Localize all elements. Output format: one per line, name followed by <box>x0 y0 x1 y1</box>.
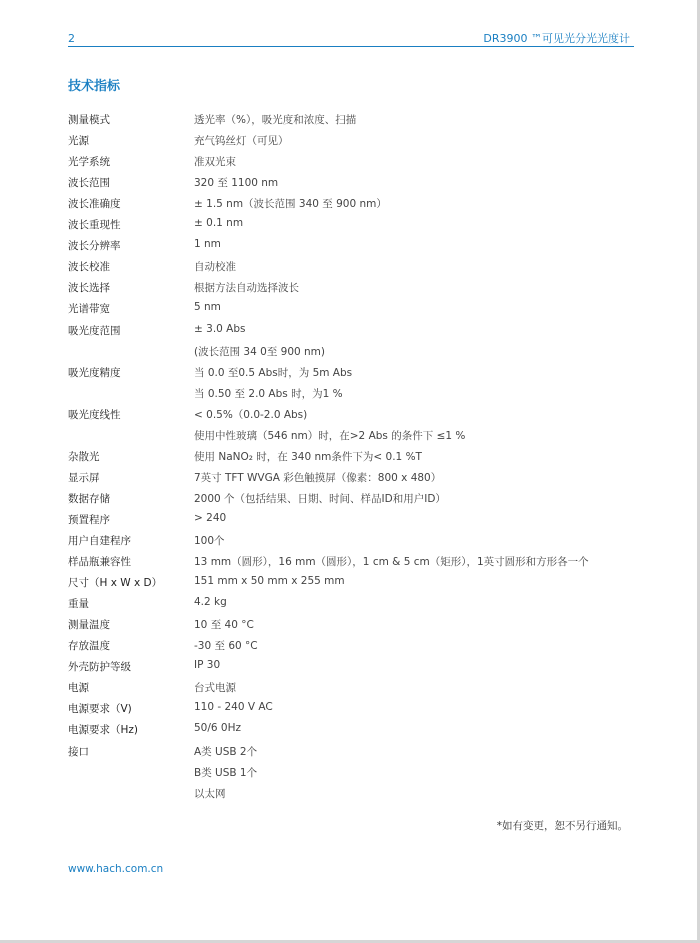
spec-label: 显示屏 <box>68 471 100 484</box>
spec-label: 接口 <box>68 745 89 758</box>
spec-label: 光谱带宽 <box>68 303 110 316</box>
spec-value: 50/6 0Hz <box>194 722 242 735</box>
spec-value: < 0.5%（0.0-2.0 Abs) <box>194 408 308 421</box>
spec-value: 4.2 kg <box>194 596 227 609</box>
spec-label: 重量 <box>68 598 89 611</box>
spec-label: 电源要求（Hz) <box>68 724 139 737</box>
spec-value: 充气钨丝灯（可见） <box>194 135 289 148</box>
spec-value: 当 0.50 至 2.0 Abs 时，为1 % <box>194 387 343 400</box>
spec-label: 用户自建程序 <box>68 535 131 547</box>
spec-label: 波长范围 <box>68 177 110 190</box>
spec-label: 波长校准 <box>68 261 110 274</box>
spec-value: 320 至 1100 nm <box>194 177 279 190</box>
spec-value: 100个 <box>194 535 225 547</box>
spec-label: 吸光度精度 <box>68 366 121 379</box>
spec-label: 外壳防护等级 <box>68 661 131 674</box>
spec-label: 尺寸（H x W x D） <box>68 577 163 590</box>
spec-value: 以太网 <box>194 787 226 800</box>
document-title: DR3900 ™可见光分光光度计 <box>483 32 630 45</box>
spec-value: -30 至 60 °C <box>194 640 258 653</box>
spec-value: 1 nm <box>194 238 221 251</box>
spec-label: 电源要求（V) <box>68 703 132 716</box>
spec-label: 测量温度 <box>68 619 110 632</box>
spec-value: 7英寸 TFT WVGA 彩色触摸屏（像素：800 x 480） <box>194 471 442 484</box>
spec-value: IP 30 <box>194 659 221 672</box>
page-number: 2 <box>68 32 75 45</box>
disclaimer-note: *如有变更，恕不另行通知。 <box>496 820 628 832</box>
spec-value: 10 至 40 °C <box>194 619 254 632</box>
spec-value: B类 USB 1个 <box>194 766 258 779</box>
spec-label: 吸光度线性 <box>68 408 121 421</box>
spec-value: ± 0.1 nm <box>194 217 244 230</box>
spec-label: 波长分辨率 <box>68 240 121 253</box>
page-header <box>68 30 634 47</box>
spec-label: 光学系统 <box>68 156 110 169</box>
spec-value: A类 USB 2个 <box>194 745 258 758</box>
spec-label: 电源 <box>68 682 89 695</box>
spec-label: 数据存储 <box>68 492 110 505</box>
spec-label: 波长选择 <box>68 282 110 295</box>
spec-value: (波长范围 34 0至 900 nm) <box>194 345 326 358</box>
spec-value: 2000 个（包括结果、日期、时间、样品ID和用户ID） <box>194 492 446 505</box>
spec-label: 样品瓶兼容性 <box>68 556 131 569</box>
spec-label: 杂散光 <box>68 450 100 463</box>
spec-value: 使用中性玻璃（546 nm）时，在>2 Abs 的条件下 ≤1 % <box>194 429 466 442</box>
spec-value: 准双光束 <box>194 156 236 169</box>
footer-website-link[interactable]: www.hach.com.cn <box>68 863 164 875</box>
spec-label: 存放温度 <box>68 640 110 653</box>
spec-label: 波长重现性 <box>68 219 121 232</box>
section-title: 技术指标 <box>68 79 121 94</box>
spec-value: ± 1.5 nm（波长范围 340 至 900 nm） <box>194 198 387 211</box>
spec-label: 波长准确度 <box>68 198 121 211</box>
spec-label: 测量模式 <box>68 114 110 126</box>
spec-value: > 240 <box>194 511 227 524</box>
spec-value: 151 mm x 50 mm x 255 mm <box>194 575 345 588</box>
spec-label: 光源 <box>68 135 89 148</box>
spec-value: 110 - 240 V AC <box>194 701 273 714</box>
spec-value: 5 nm <box>194 301 221 314</box>
spec-value: 当 0.0 至0.5 Abs时，为 5m Abs <box>194 366 353 379</box>
spec-value: 13 mm（圆形），16 mm（圆形），1 cm & 5 cm（矩形），1英寸圆形和方形各一个 <box>194 556 589 569</box>
spec-value: 使用 NaNO₂ 时，在 340 nm条件下为< 0.1 %T <box>194 450 422 463</box>
spec-value: 自动校准 <box>194 261 236 274</box>
spec-label: 预置程序 <box>68 513 110 526</box>
spec-value: 台式电源 <box>194 682 236 695</box>
spec-value: 透光率（%），吸光度和浓度、扫描 <box>194 114 357 126</box>
spec-value: ± 3.0 Abs <box>194 322 246 335</box>
spec-value: 根据方法自动选择波长 <box>194 282 299 295</box>
spec-label: 吸光度范围 <box>68 324 121 337</box>
